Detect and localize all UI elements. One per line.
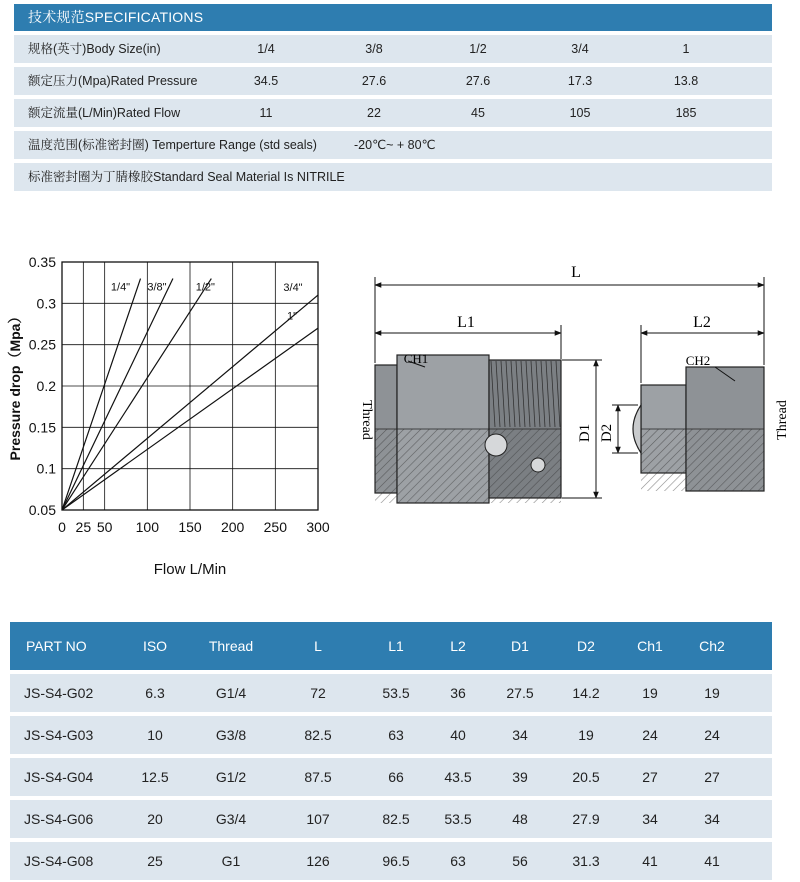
body-size-row [14,35,772,63]
seal-material-row [14,163,772,191]
table-cell: 19 [578,727,594,743]
header-ch1: Ch1 [637,638,663,654]
parts-table [10,622,772,880]
table-cell: 56 [512,853,528,869]
series-line [62,279,173,510]
table-cell: 14.2 [572,685,600,701]
x-tick-label: 100 [135,519,160,535]
table-cell: 27 [704,769,720,785]
table-cell: 48 [512,811,528,827]
header-part-no: PART NO [26,638,87,654]
rated-pressure-value: 17.3 [567,74,593,88]
y-tick-label: 0.1 [36,460,56,477]
male-nipple [633,367,764,491]
rated-pressure-label: 额定压力(Mpa)Rated Pressure [28,74,198,88]
rated-flow-value: 22 [367,106,381,120]
seal-material-label: 标准密封圈为丁腈橡胶Standard Seal Material Is NITRILE [28,170,345,184]
part-number-cell: JS-S4-G03 [24,727,94,743]
table-cell: 27.9 [572,811,600,827]
table-cell: 19 [642,685,658,701]
body-size-value: 3/8 [365,42,383,56]
table-cell: 6.3 [145,685,165,701]
table-cell: 96.5 [382,853,410,869]
temperature-range-value: -20℃~ + 80℃ [354,138,436,152]
temperature-range-label: 温度范围(标准密封圈) Temperture Range (std seals) [28,138,317,152]
dimension-D2: D2 [599,423,615,443]
table-row [10,716,772,754]
table-cell: G1/4 [215,685,247,701]
header-ch2: Ch2 [699,638,725,654]
table-cell: 72 [310,685,326,701]
dimension-CH1: CH1 [403,351,429,366]
specifications-table [14,4,772,191]
rated-pressure-value: 27.6 [361,74,387,88]
x-axis-label: Flow L/Min [153,561,227,578]
y-tick-label: 0.15 [28,419,56,436]
coupling-drawing [340,255,800,515]
rated-flow-value: 11 [259,106,273,120]
table-cell: G1/2 [215,769,247,785]
table-cell: 82.5 [304,727,332,743]
y-axis-label: Pressure drop（Mpa） [7,309,23,461]
table-cell: 24 [642,727,658,743]
table-cell: 34 [512,727,528,743]
rated-flow-value: 45 [471,106,485,120]
table-cell: 31.3 [572,853,600,869]
table-cell: 126 [306,853,330,869]
header-l2: L2 [450,638,466,654]
x-tick-label: 0 [58,519,66,535]
table-cell: 87.5 [304,769,332,785]
section-hatching [641,429,764,491]
table-cell: 20.5 [572,769,600,785]
table-row [10,842,772,880]
table-cell: 43.5 [444,769,472,785]
y-tick-label: 0.2 [36,378,56,394]
table-cell: 82.5 [382,811,410,827]
valve-ball [531,458,545,472]
table-cell: 27 [642,769,658,785]
table-cell: G1 [221,853,241,869]
rated-flow-value: 105 [569,106,591,120]
thread-label-right: Thread [775,400,790,440]
table-row [10,674,772,712]
table-cell: 34 [704,811,720,827]
series-line [62,279,141,510]
part-number-cell: JS-S4-G08 [24,853,94,869]
rated-flow-value: 185 [675,106,697,120]
rated-pressure-row [14,67,772,95]
table-cell: G3/4 [215,811,247,827]
series-label: 1/2" [195,281,215,294]
table-cell: 107 [306,811,330,827]
chart-ticks [29,254,330,535]
rated-flow-row [14,99,772,127]
female-coupler [375,355,561,503]
body-size-value: 1/4 [257,42,275,56]
header-d1: D1 [511,638,529,654]
thread-label-left: Thread [359,400,374,440]
table-cell: 40 [450,727,466,743]
table-cell: 63 [388,727,404,743]
chart-series-labels [111,282,303,323]
dimension-D1: D1 [577,423,593,443]
x-tick-label: 300 [306,519,330,535]
rated-pressure-value: 34.5 [253,74,279,88]
x-tick-label: 200 [220,519,245,535]
header-l: L [314,638,322,654]
table-cell: 19 [704,685,720,701]
x-tick-label: 250 [263,519,288,535]
series-label: 3/8" [147,281,167,294]
table-row [10,758,772,796]
table-cell: 34 [642,811,658,827]
body-size-label: 规格(英寸)Body Size(in) [28,42,161,56]
table-cell: G3/8 [215,727,247,743]
x-tick-label: 50 [96,519,113,535]
nipple-tip [633,405,641,453]
rated-flow-label: 额定流量(L/Min)Rated Flow [28,106,181,120]
series-label: 1" [286,310,298,323]
y-tick-label: 0.05 [28,502,56,518]
table-cell: 53.5 [444,811,472,827]
series-label: 1/4" [110,281,131,294]
table-cell: 27.5 [506,685,534,701]
table-row [10,800,772,838]
locking-ball [485,434,507,456]
body-size-value: 1 [682,42,690,56]
series-label: 3/4" [283,281,303,294]
dimension-CH2: CH2 [685,353,711,368]
pressure-drop-chart [0,240,340,590]
table-cell: 66 [388,769,404,785]
table-cell: 53.5 [382,685,410,701]
y-tick-label: 0.25 [28,336,56,353]
x-tick-label: 150 [178,519,202,535]
table-cell: 25 [147,853,163,869]
table-cell: 36 [450,685,466,701]
y-tick-label: 0.3 [36,295,56,312]
table-cell: 12.5 [141,769,169,785]
x-tick-label: 25 [75,519,92,535]
body-size-value: 1/2 [469,42,487,56]
chart-grid [62,262,318,510]
part-number-cell: JS-S4-G04 [24,769,94,785]
table-cell: 39 [512,769,528,785]
rated-pressure-value: 27.6 [465,74,491,88]
temperature-range-row [14,131,772,159]
header-iso: ISO [142,638,168,654]
table-cell: 41 [704,853,720,869]
dimension-L1: L1 [457,314,475,331]
series-line [62,279,211,510]
table-cell: 10 [147,727,163,743]
table-cell: 24 [704,727,720,743]
header-d2: D2 [577,638,595,654]
header-l1: L1 [388,638,404,654]
rated-pressure-value: 13.8 [673,74,699,88]
part-number-cell: JS-S4-G02 [24,685,94,701]
part-number-cell: JS-S4-G06 [24,811,94,827]
table-cell: 63 [450,853,466,869]
table-cell: 41 [642,853,658,869]
parts-header-row [10,622,772,670]
header-thread: Thread [208,638,254,654]
dimension-L: L [571,264,581,281]
specifications-title: 技术规范SPECIFICATIONS [14,4,772,31]
dimension-L2: L2 [693,314,711,331]
y-tick-label: 0.35 [28,254,56,270]
table-cell: 20 [147,811,163,827]
body-size-value: 3/4 [571,42,589,56]
